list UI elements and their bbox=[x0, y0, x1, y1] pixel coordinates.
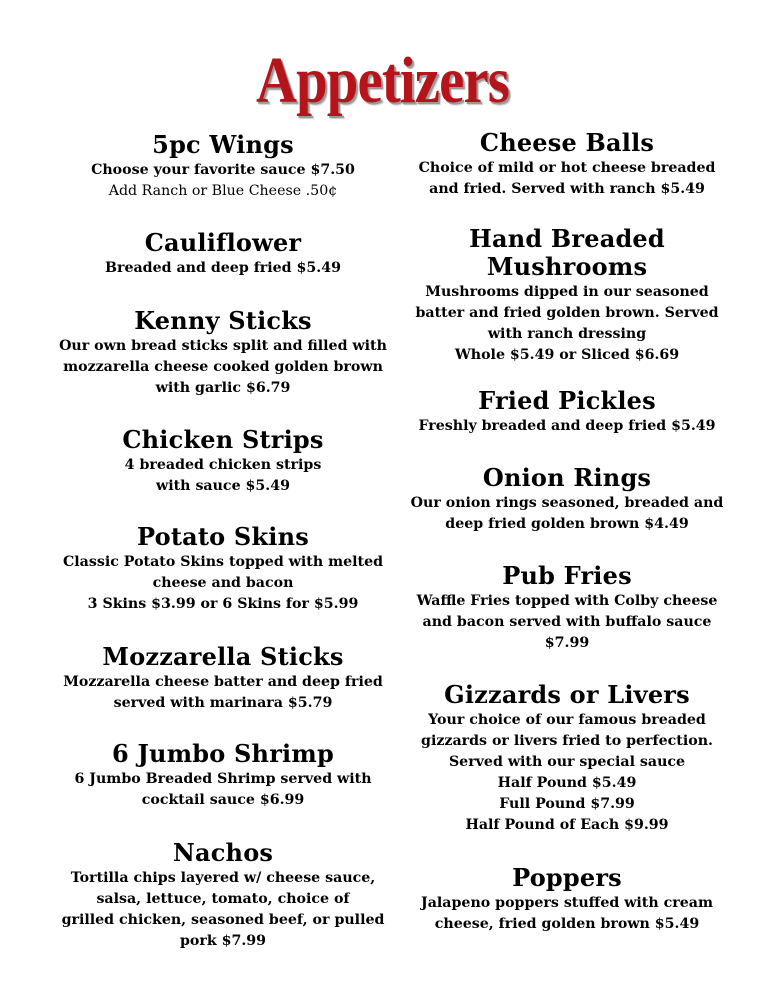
menu-item-onion-rings bbox=[382, 464, 752, 535]
item-name: Cheese Balls bbox=[479, 128, 655, 157]
item-name bbox=[382, 225, 752, 281]
description-line: Full Pound $7.99 bbox=[499, 796, 635, 812]
description-line: Whole $5.49 or Sliced $6.69 bbox=[454, 347, 680, 363]
item-description bbox=[38, 672, 408, 714]
item-description bbox=[382, 416, 752, 437]
description-line: salsa, lettuce, tomato, choice of bbox=[96, 891, 350, 907]
item-name: Fried Pickles bbox=[478, 386, 656, 415]
description-line: Breaded and deep fried $5.49 bbox=[105, 260, 341, 276]
menu-item-cauliflower bbox=[38, 229, 408, 279]
description-line: batter and fried golden brown. Served bbox=[415, 305, 719, 321]
menu-item-pub-fries bbox=[382, 562, 752, 654]
description-line: and bacon served with buffalo sauce bbox=[422, 614, 712, 630]
item-name: Chicken Strips bbox=[122, 425, 324, 454]
description-line: Half Pound $5.49 bbox=[497, 775, 637, 791]
item-name: Potato Skins bbox=[137, 522, 309, 551]
description-line: Waffle Fries topped with Colby cheese bbox=[416, 593, 718, 609]
item-name: Cauliflower bbox=[144, 228, 302, 257]
description-line: Choice of mild or hot cheese breaded bbox=[418, 160, 716, 176]
description-line: Our onion rings seasoned, breaded and bbox=[410, 495, 724, 511]
item-name-line: Hand Breaded bbox=[469, 224, 665, 253]
item-name: Onion Rings bbox=[482, 463, 652, 492]
menu-item-5pc-wings bbox=[38, 131, 408, 202]
item-name: Kenny Sticks bbox=[134, 306, 312, 335]
item-description bbox=[38, 552, 408, 615]
description-line: Our own bread sticks split and filled with bbox=[59, 338, 387, 354]
menu-item-mozzarella-sticks bbox=[38, 643, 408, 714]
description-line: $7.99 bbox=[544, 635, 590, 651]
menu-item-gizzards-or-livers bbox=[382, 681, 752, 836]
description-line: with garlic $6.79 bbox=[155, 380, 291, 396]
item-description bbox=[382, 158, 752, 200]
description-line: served with marinara $5.79 bbox=[113, 695, 333, 711]
description-line: Jalapeno poppers stuffed with cream bbox=[421, 895, 713, 911]
description-line: cheese and bacon bbox=[152, 575, 294, 591]
menu-item-fried-pickles bbox=[382, 387, 752, 437]
description-line: Classic Potato Skins topped with melted bbox=[62, 554, 384, 570]
description-line: 3 Skins $3.99 or 6 Skins for $5.99 bbox=[87, 596, 359, 612]
description-line: cheese, fried golden brown $5.49 bbox=[434, 916, 700, 932]
item-name: Nachos bbox=[172, 838, 274, 867]
menu-item-hand-breaded-mushrooms bbox=[382, 225, 752, 366]
description-line: cocktail sauce $6.99 bbox=[141, 792, 305, 808]
item-description bbox=[38, 336, 408, 399]
item-description bbox=[382, 591, 752, 654]
item-name: 5pc Wings bbox=[152, 130, 294, 159]
description-line: Tortilla chips layered w/ cheese sauce, bbox=[70, 870, 376, 886]
item-description bbox=[38, 868, 408, 952]
description-line: with sauce $5.49 bbox=[156, 478, 290, 494]
menu-item-poppers bbox=[382, 864, 752, 935]
description-line: gizzards or livers fried to perfection. bbox=[421, 733, 713, 749]
description-line: mozzarella cheese cooked golden brown bbox=[63, 359, 383, 375]
description-line: Mozzarella cheese batter and deep fried bbox=[63, 674, 383, 690]
description-line: 6 Jumbo Breaded Shrimp served with bbox=[74, 771, 372, 787]
description-line: Served with our special sauce bbox=[448, 754, 686, 770]
menu-item-cheese-balls bbox=[382, 129, 752, 200]
item-description bbox=[38, 455, 408, 497]
menu-item-kenny-sticks bbox=[38, 307, 408, 399]
item-description bbox=[382, 710, 752, 836]
item-description bbox=[382, 893, 752, 935]
item-name-line: Mushrooms bbox=[486, 252, 648, 281]
description-line: Mushrooms dipped in our seasoned bbox=[425, 284, 709, 300]
item-note: Add Ranch or Blue Cheese .50¢ bbox=[108, 183, 338, 199]
menu-item-potato-skins bbox=[38, 523, 408, 615]
item-description bbox=[38, 160, 408, 202]
description-line: pork $7.99 bbox=[179, 933, 267, 949]
menu-item-nachos bbox=[38, 839, 408, 952]
description-line: deep fried golden brown $4.49 bbox=[445, 516, 689, 532]
description-line: Freshly breaded and deep fried $5.49 bbox=[418, 418, 716, 434]
item-name: 6 Jumbo Shrimp bbox=[112, 739, 334, 768]
item-description bbox=[382, 493, 752, 535]
item-name: Poppers bbox=[512, 863, 622, 892]
menu-item-chicken-strips bbox=[38, 426, 408, 497]
item-description bbox=[38, 258, 408, 279]
description-line: 4 breaded chicken strips bbox=[124, 457, 322, 473]
description-line: Your choice of our famous breaded bbox=[428, 712, 706, 728]
item-name: Pub Fries bbox=[502, 561, 632, 590]
description-line: and fried. Served with ranch $5.49 bbox=[429, 181, 705, 197]
description-line: with ranch dressing bbox=[487, 326, 647, 342]
description-line: Choose your favorite sauce $7.50 bbox=[91, 162, 355, 178]
description-line: Half Pound of Each $9.99 bbox=[465, 817, 669, 833]
item-description bbox=[38, 769, 408, 811]
description-line: grilled chicken, seasoned beef, or pulled bbox=[61, 912, 385, 928]
item-name: Mozzarella Sticks bbox=[102, 642, 344, 671]
item-description bbox=[382, 282, 752, 366]
page-title: Appetizers bbox=[255, 44, 510, 117]
menu-item-6-jumbo-shrimp bbox=[38, 740, 408, 811]
item-name: Gizzards or Livers bbox=[444, 680, 690, 709]
